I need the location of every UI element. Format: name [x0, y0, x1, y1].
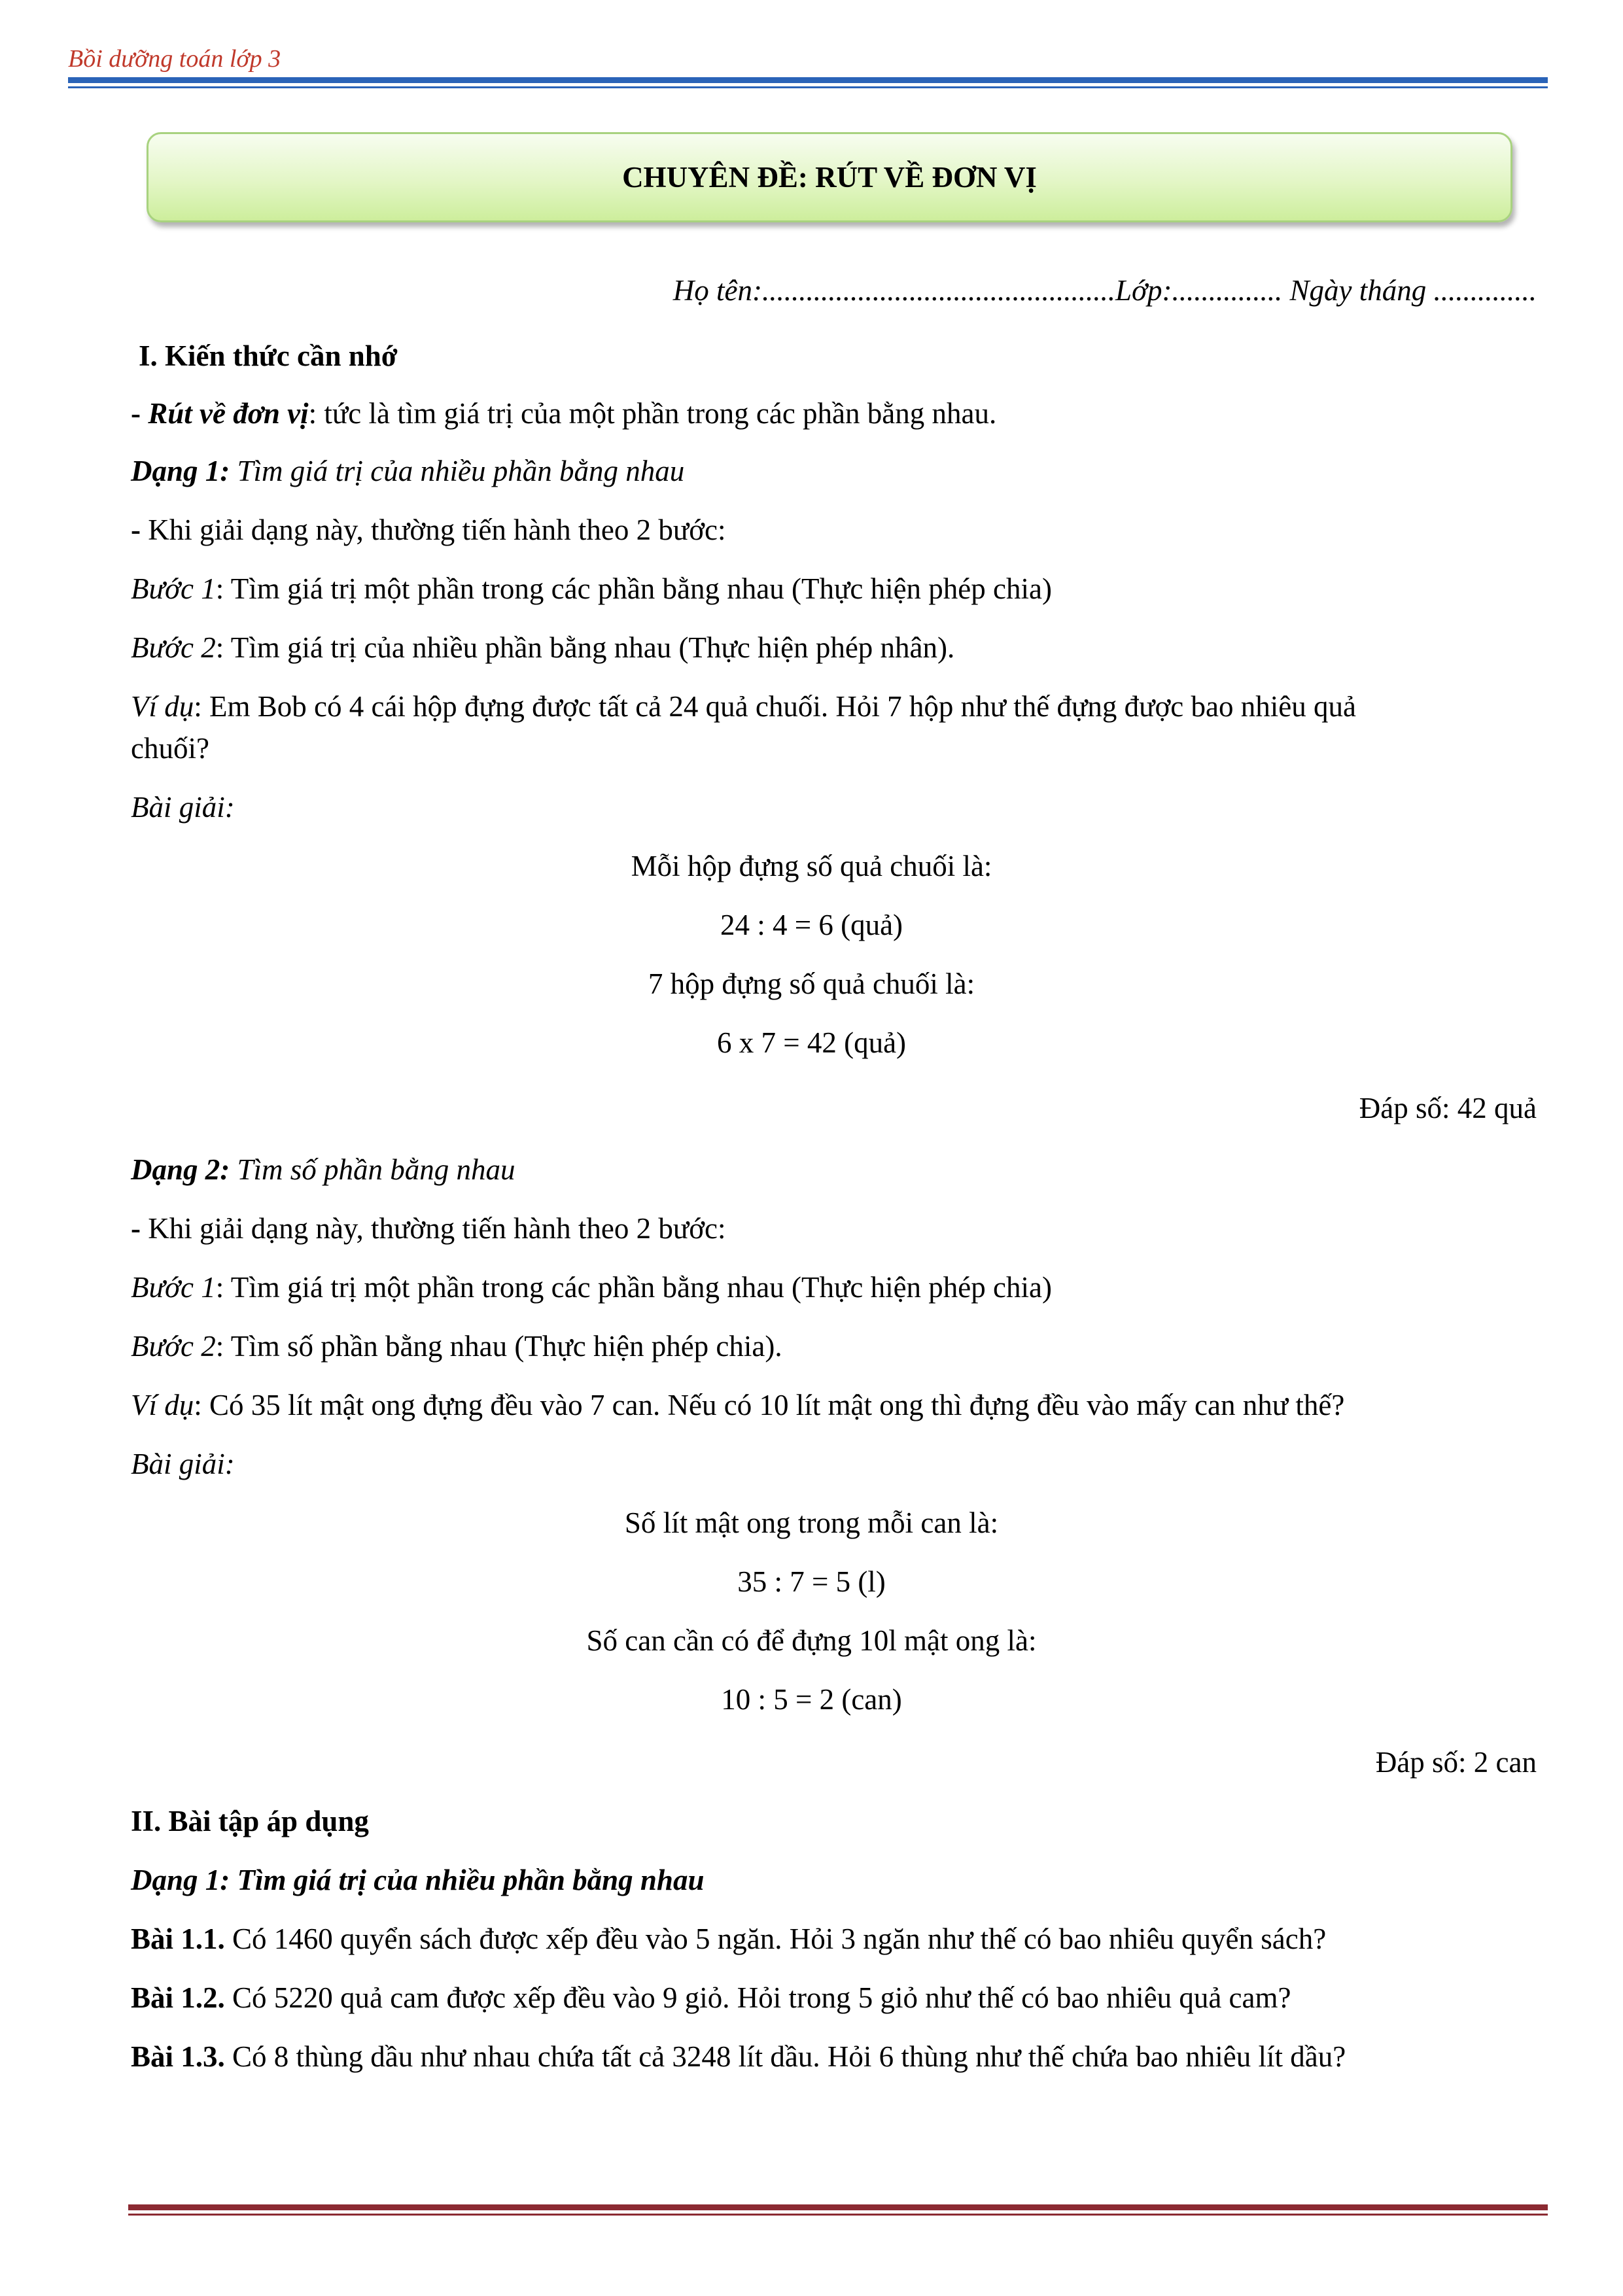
example-label: Ví dụ — [131, 1389, 194, 1421]
step-label: Bước 2 — [131, 631, 216, 664]
dang-2-intro-dash: - — [131, 1212, 141, 1245]
dang-1-intro-dash: - — [131, 513, 141, 546]
dang-1-solution-line: Mỗi hộp đựng số quả chuối là: — [631, 850, 992, 882]
dang-2-example — [131, 1387, 1344, 1423]
step-text: : Tìm giá trị một phần trong các phần bằng nhau (Thực hiện phép chia) — [215, 572, 1052, 605]
definition-line — [131, 395, 996, 432]
definition-dash: - — [131, 397, 148, 430]
step-label: Bước 1 — [131, 572, 216, 605]
dang-2-solution-line: Số can cần có để đựng 10l mật ong là: — [586, 1624, 1037, 1657]
dang-2-step-1 — [131, 1269, 1052, 1306]
exercise-label: Bài 1.3. — [131, 2040, 225, 2073]
step-label: Bước 1 — [131, 1271, 216, 1304]
dang-1-solution-line: 7 hộp đựng số quả chuối là: — [648, 967, 975, 1000]
section-2-subheading: Dạng 1: Tìm giá trị của nhiều phần bằng nhau — [131, 1864, 705, 1896]
dang-1-heading — [131, 453, 684, 489]
exercise-text: Có 8 thùng dầu như nhau chứa tất cả 3248 lít dầu. Hỏi 6 thùng như thế chứa bao nhiêu lít dầu? — [224, 2040, 1346, 2073]
dang-1-intro-text: Khi giải dạng này, thường tiến hành theo 2 bước: — [141, 513, 726, 546]
dang-1-solution-line: 6 x 7 = 42 (quả) — [716, 1026, 907, 1059]
definition-term: Rút về đơn vị — [148, 397, 309, 430]
step-text: : Tìm giá trị một phần trong các phần bằng nhau (Thực hiện phép chia) — [215, 1271, 1052, 1304]
step-text: : Tìm số phần bằng nhau (Thực hiện phép chia). — [215, 1330, 782, 1363]
header-rule-thin — [68, 86, 1548, 88]
exercise-item — [131, 2038, 1346, 2075]
page-header-text: Bồi dưỡng toán lớp 3 — [68, 45, 281, 73]
exercise-item — [131, 1921, 1326, 1957]
dang-2-intro-text: Khi giải dạng này, thường tiến hành theo 2 bước: — [141, 1212, 726, 1245]
footer-rule-thin — [128, 2214, 1548, 2216]
dang-2-title: Tìm số phần bằng nhau — [230, 1153, 515, 1186]
dang-2-solution-label: Bài giải: — [131, 1448, 235, 1480]
exercise-label: Bài 1.2. — [131, 1981, 225, 2014]
dang-1-solution-line: 24 : 4 = 6 (quả) — [720, 909, 903, 941]
dang-2-intro — [131, 1210, 726, 1247]
document-title: CHUYÊN ĐỀ: RÚT VỀ ĐƠN VỊ — [622, 161, 1037, 194]
dang-1-label: Dạng 1: — [131, 455, 230, 487]
step-label: Bước 2 — [131, 1330, 216, 1363]
dang-2-solution-line: Số lít mật ong trong mỗi can là: — [624, 1506, 999, 1539]
dang-1-solution-label: Bài giải: — [131, 791, 235, 824]
section-1-heading: I. Kiến thức cần nhớ — [139, 339, 398, 372]
dang-2-solution-line: 35 : 7 = 5 (l) — [737, 1565, 886, 1598]
example-text: : Em Bob có 4 cái hộp đựng được tất cả 24 quả chuối. Hỏi 7 hộp như thế đựng được bao nhiêu quả — [194, 690, 1356, 723]
dang-1-answer: Đáp số: 42 quả — [1359, 1092, 1537, 1124]
example-text: : Có 35 lít mật ong đựng đều vào 7 can. Nếu có 10 lít mật ong thì đựng đều vào mấy can như thế? — [194, 1389, 1345, 1421]
student-info-line: Họ tên:................................................Lớp:............... Ngày tháng .............. — [672, 274, 1537, 307]
dang-2-label: Dạng 2: — [131, 1153, 230, 1186]
step-text: : Tìm giá trị của nhiều phần bằng nhau (Thực hiện phép nhân). — [215, 631, 955, 664]
dang-2-solution-line: 10 : 5 = 2 (can) — [721, 1683, 902, 1716]
exercise-text: Có 1460 quyển sách được xếp đều vào 5 ngăn. Hỏi 3 ngăn như thế có bao nhiêu quyển sách? — [224, 1922, 1327, 1955]
dang-2-step-2 — [131, 1328, 782, 1365]
footer-rule — [128, 2204, 1548, 2210]
dang-1-step-1 — [131, 570, 1052, 607]
dang-2-heading — [131, 1151, 515, 1188]
exercise-text: Có 5220 quả cam được xếp đều vào 9 giỏ. Hỏi trong 5 giỏ như thế có bao nhiêu quả cam? — [224, 1981, 1291, 2014]
exercise-label: Bài 1.1. — [131, 1922, 225, 1955]
dang-1-example-line-1 — [131, 688, 1356, 725]
definition-text: : tức là tìm giá trị của một phần trong các phần bằng nhau. — [308, 397, 997, 430]
dang-1-title: Tìm giá trị của nhiều phần bằng nhau — [230, 455, 685, 487]
dang-1-example-line-2: chuối? — [131, 732, 209, 765]
dang-1-intro — [131, 512, 726, 548]
title-banner — [147, 132, 1512, 222]
header-rule — [68, 77, 1548, 83]
example-label: Ví dụ — [131, 690, 194, 723]
section-2-heading: II. Bài tập áp dụng — [131, 1805, 369, 1837]
dang-1-step-2 — [131, 629, 954, 666]
dang-2-answer: Đáp số: 2 can — [1375, 1746, 1537, 1779]
exercise-item — [131, 1979, 1291, 2016]
